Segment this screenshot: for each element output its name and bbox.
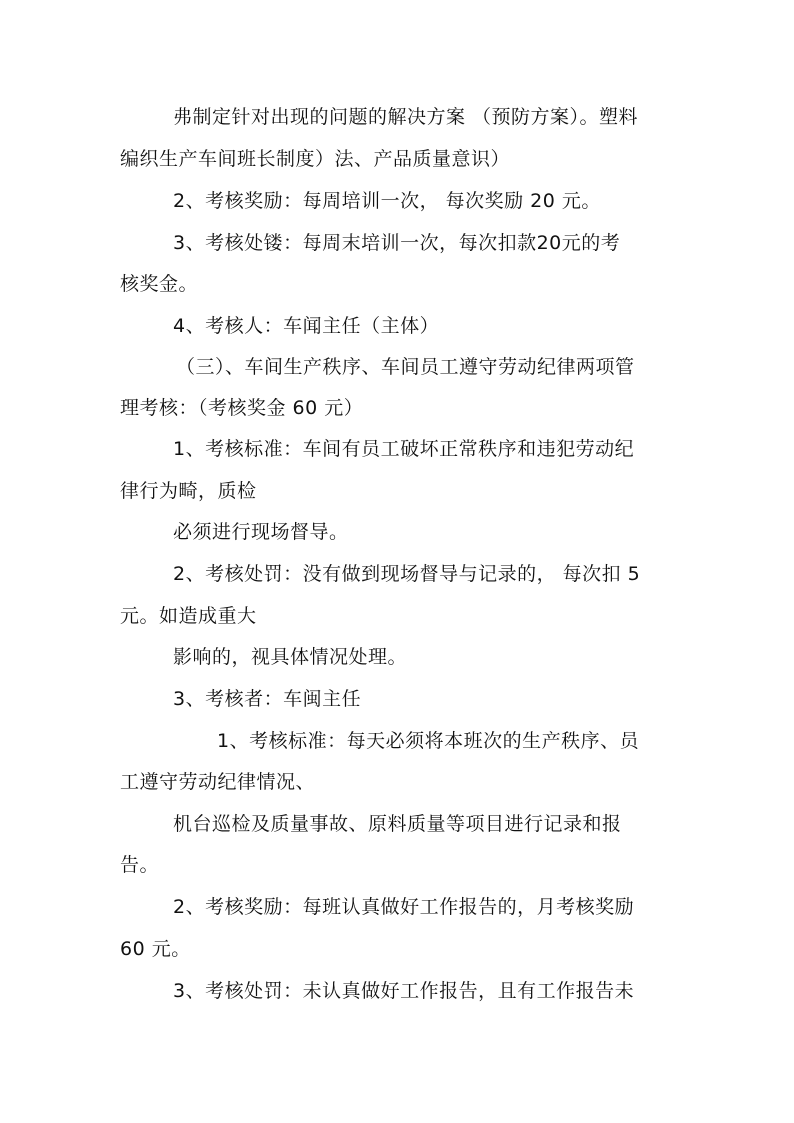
text-line: 2、考核处罚：没有做到现场督导与记录的， 每次扣 5 <box>173 563 641 585</box>
text-line: 律行为畸，质检 <box>120 480 257 502</box>
text-line: 编织生产车间班长制度）法、产品质量意识） <box>120 148 511 170</box>
text-line: 3、考核处镂：每周末培训一次，每次扣款20元的考 <box>173 232 621 254</box>
text-line: 机台巡检及质量事故、原料质量等项目进行记录和报 <box>173 813 622 835</box>
text-line: 1、考核标准：每天必须将本班次的生产秩序、员 <box>217 730 640 752</box>
text-line: 3、考核者：车闽主任 <box>173 688 362 710</box>
text-line: 2、考核奖励：每周培训一次， 每次奖励 20 元。 <box>173 190 601 212</box>
text-line: 4、考核人：车闻主任（主体） <box>173 315 440 337</box>
text-line: 1、考核标准：车间有员工破坏正常秩序和违犯劳动纪 <box>173 438 635 460</box>
text-line: 核奖金。 <box>120 273 199 295</box>
text-line: 元。如造成重大 <box>120 605 257 627</box>
text-line: 影响的，视具体情况处理。 <box>173 646 408 668</box>
text-line: 必须进行现场督导。 <box>173 521 349 543</box>
text-line: 告。 <box>120 854 160 876</box>
text-line: 60 元。 <box>120 938 191 960</box>
text-line: 理考核：（考核奖金 60 元） <box>120 397 364 419</box>
text-line: 工遵守劳动纪律情况、 <box>120 771 316 793</box>
text-line: 3、考核处罚：未认真做好工作报告，且有工作报告未 <box>173 980 635 1002</box>
section-heading: （三）、车间生产秩序、车间员工遵守劳动纪律两项管 <box>176 356 635 378</box>
text-line: 2、考核奖励：每班认真做好工作报告的，月考核奖励 <box>173 896 635 918</box>
text-line: 弗制定针对出现的问题的解决方案 （预防方案）。塑料 <box>173 106 639 128</box>
